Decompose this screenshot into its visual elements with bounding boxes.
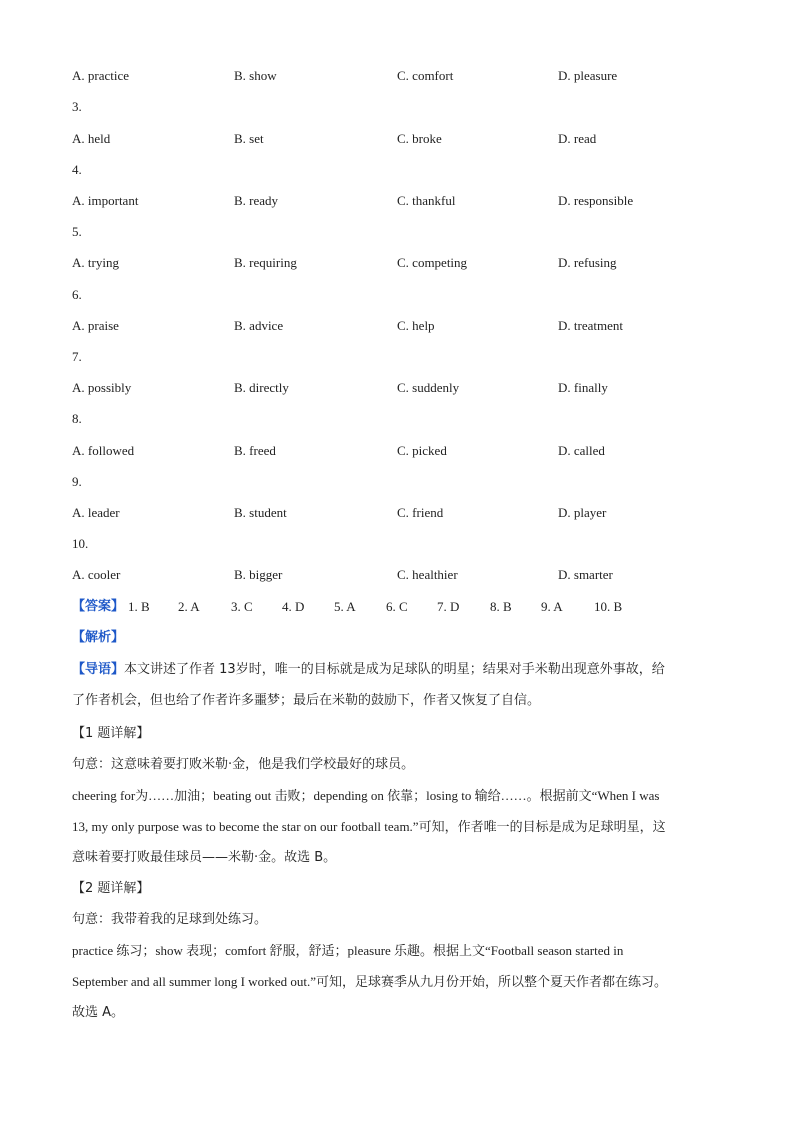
option-b: B. student xyxy=(234,505,287,520)
option-c: C. competing xyxy=(397,255,468,270)
guide-label: 【导语】 xyxy=(72,662,125,677)
detail-text-line: 13, my only purpose was to become the star on our football team.”可知，作者唯一的目标是成为足球明星，这 xyxy=(72,819,666,834)
option-a: A. possibly xyxy=(72,380,132,395)
option-c: C. suddenly xyxy=(397,380,460,395)
option-c: C. picked xyxy=(397,443,447,458)
answer-item: 4. D xyxy=(282,599,305,614)
option-b: B. set xyxy=(234,131,264,146)
option-b: B. freed xyxy=(234,443,276,458)
option-b: B. requiring xyxy=(234,255,297,270)
option-b: B. bigger xyxy=(234,567,283,582)
answer-item: 1. B xyxy=(128,599,150,614)
option-b: B. show xyxy=(234,68,277,83)
answer-item: 3. C xyxy=(231,599,253,614)
detail-text-line: September and all summer long I worked out.”可知，足球赛季从九月份开始，所以整个夏天作者都在练习。 xyxy=(72,974,668,989)
option-a: A. followed xyxy=(72,443,135,458)
option-a: A. praise xyxy=(72,318,119,333)
detail-meaning: 句意：我带着我的足球到处练习。 xyxy=(72,912,268,927)
option-c: C. help xyxy=(397,318,435,333)
option-d: D. pleasure xyxy=(558,68,618,83)
guide-paragraph xyxy=(72,654,722,716)
options-row xyxy=(72,129,732,149)
option-d: D. smarter xyxy=(558,567,613,582)
question-number: 10. xyxy=(72,536,89,551)
detail-heading: 【1 题详解】 xyxy=(72,726,150,741)
option-c: C. thankful xyxy=(397,193,456,208)
options-row xyxy=(72,503,732,523)
guide-text-line: 本文讲述了作者 13岁时，唯一的目标就是成为足球队的明星；结果对手米勒出现意外事故，给 xyxy=(124,662,665,677)
option-a: A. leader xyxy=(72,505,120,520)
detail-text-line: cheering for为……加油；beating out 击败；depending on 依靠；losing to 输给……。根据前文“When I was xyxy=(72,788,660,803)
option-a: A. held xyxy=(72,131,111,146)
question-number: 3. xyxy=(72,99,82,114)
option-a: A. trying xyxy=(72,255,119,270)
detail-2-section xyxy=(72,873,722,1028)
detail-text-line: practice 练习；show 表现；comfort 舒服，舒适；pleasure 乐趣。根据上文“Football season started in xyxy=(72,943,624,958)
option-b: B. ready xyxy=(234,193,279,208)
option-a: A. important xyxy=(72,193,139,208)
option-c: C. healthier xyxy=(397,567,458,582)
option-b: B. advice xyxy=(234,318,284,333)
option-a: A. cooler xyxy=(72,567,121,582)
options-row xyxy=(72,316,732,336)
guide-text-line: 了作者机会，但也给了作者许多噩梦；最后在米勒的鼓励下，作者又恢复了自信。 xyxy=(72,693,541,708)
option-d: D. responsible xyxy=(558,193,634,208)
option-d: D. player xyxy=(558,505,607,520)
option-c: C. friend xyxy=(397,505,444,520)
detail-heading: 【2 题详解】 xyxy=(72,881,150,896)
options-row xyxy=(72,441,732,461)
option-b: B. directly xyxy=(234,380,289,395)
option-d: D. finally xyxy=(558,380,608,395)
options-row xyxy=(72,565,732,585)
answer-item: 8. B xyxy=(490,599,512,614)
option-d: D. treatment xyxy=(558,318,623,333)
answer-item: 10. B xyxy=(594,599,623,614)
detail-text-line: 故选 A。 xyxy=(72,1005,125,1020)
options-row xyxy=(72,191,732,211)
option-a: A. practice xyxy=(72,68,130,83)
question-number: 7. xyxy=(72,349,82,364)
option-c: C. comfort xyxy=(397,68,454,83)
option-d: D. called xyxy=(558,443,605,458)
answer-item: 7. D xyxy=(437,599,460,614)
question-number: 9. xyxy=(72,474,82,489)
detail-text-line: 意味着要打败最佳球员——米勒·金。故选 B。 xyxy=(72,850,337,865)
option-c: C. broke xyxy=(397,131,442,146)
detail-meaning: 句意：这意味着要打败米勒·金，他是我们学校最好的球员。 xyxy=(72,757,415,772)
analysis-label: 【解析】 xyxy=(72,630,125,645)
question-number: 8. xyxy=(72,411,82,426)
answer-line xyxy=(72,597,732,617)
question-number: 6. xyxy=(72,287,82,302)
option-d: D. read xyxy=(558,131,597,146)
question-number: 5. xyxy=(72,224,82,239)
answer-label: 【答案】 xyxy=(72,599,125,614)
answer-item: 6. C xyxy=(386,599,408,614)
options-row xyxy=(72,253,732,273)
answer-item: 2. A xyxy=(178,599,200,614)
options-row xyxy=(72,66,732,86)
question-number: 4. xyxy=(72,162,82,177)
options-row xyxy=(72,378,732,398)
detail-1-section xyxy=(72,718,722,873)
answer-item: 5. A xyxy=(334,599,356,614)
option-d: D. refusing xyxy=(558,255,617,270)
answer-item: 9. A xyxy=(541,599,563,614)
